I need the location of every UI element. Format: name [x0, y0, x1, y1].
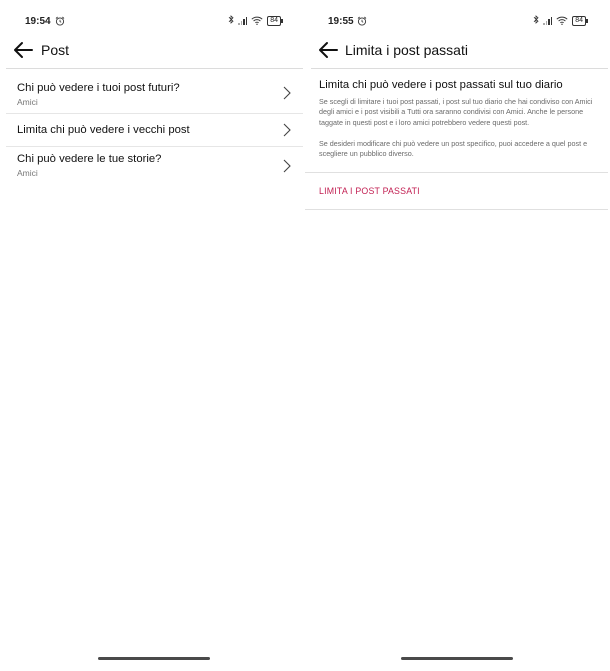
description-paragraph: Se scegli di limitare i tuoi post passati, i post sul tuo diario che hai condiviso con Amici degli amici e i post visibili a Tutti ora saranno condivisi con Amici. Anche le persone taggate in questi post e i loro amici potrebbero vedere questi post.	[319, 97, 593, 127]
description-paragraph: Se desideri modificare chi può vedere un post specifico, puoi accedere a quel post e scegliere un pubblico diverso.	[319, 139, 588, 159]
status-icons	[533, 15, 586, 26]
menu-item-limit-old-posts[interactable]	[6, 114, 303, 147]
limit-past-posts-button[interactable]: LIMITA I POST PASSATI	[319, 186, 420, 196]
chevron-right-icon	[283, 123, 291, 137]
menu-item-title: Chi può vedere le tue storie?	[17, 153, 162, 165]
limit-past-posts-screen	[305, 0, 608, 671]
arrow-left-icon[interactable]	[317, 40, 339, 60]
app-header	[0, 36, 303, 66]
alarm-clock-icon	[357, 16, 367, 29]
home-indicator[interactable]	[98, 657, 210, 660]
settings-menu	[6, 70, 303, 185]
chevron-right-icon	[283, 86, 291, 100]
status-bar	[305, 14, 608, 30]
bluetooth-icon	[228, 15, 234, 26]
status-time: 19:54	[25, 16, 51, 27]
menu-item-future-posts[interactable]	[6, 70, 303, 114]
page-title: Post	[41, 42, 70, 58]
menu-item-stories[interactable]	[6, 147, 303, 185]
bluetooth-icon	[533, 15, 539, 26]
app-header	[305, 36, 608, 66]
status-icons	[228, 15, 281, 26]
menu-item-title: Chi può vedere i tuoi post futuri?	[17, 82, 180, 94]
chevron-right-icon	[283, 159, 291, 173]
menu-item-subtitle: Amici	[17, 97, 38, 107]
wifi-icon	[251, 16, 263, 25]
alarm-clock-icon	[55, 16, 65, 29]
signal-icon	[543, 16, 552, 25]
page-title: Limita i post passati	[345, 42, 468, 58]
post-settings-screen	[0, 0, 303, 671]
menu-item-subtitle: Amici	[17, 168, 38, 178]
status-time: 19:55	[328, 16, 354, 27]
divider	[305, 172, 608, 173]
battery-icon: 84	[572, 16, 586, 26]
signal-icon	[238, 16, 247, 25]
wifi-icon	[556, 16, 568, 25]
arrow-left-icon[interactable]	[12, 40, 34, 60]
header-divider	[6, 68, 303, 69]
home-indicator[interactable]	[401, 657, 513, 660]
status-bar	[0, 14, 303, 30]
divider	[305, 209, 608, 210]
header-divider	[311, 68, 608, 69]
section-heading: Limita chi può vedere i post passati sul tuo diario	[319, 79, 563, 91]
menu-item-title: Limita chi può vedere i vecchi post	[17, 124, 190, 136]
battery-icon: 84	[267, 16, 281, 26]
